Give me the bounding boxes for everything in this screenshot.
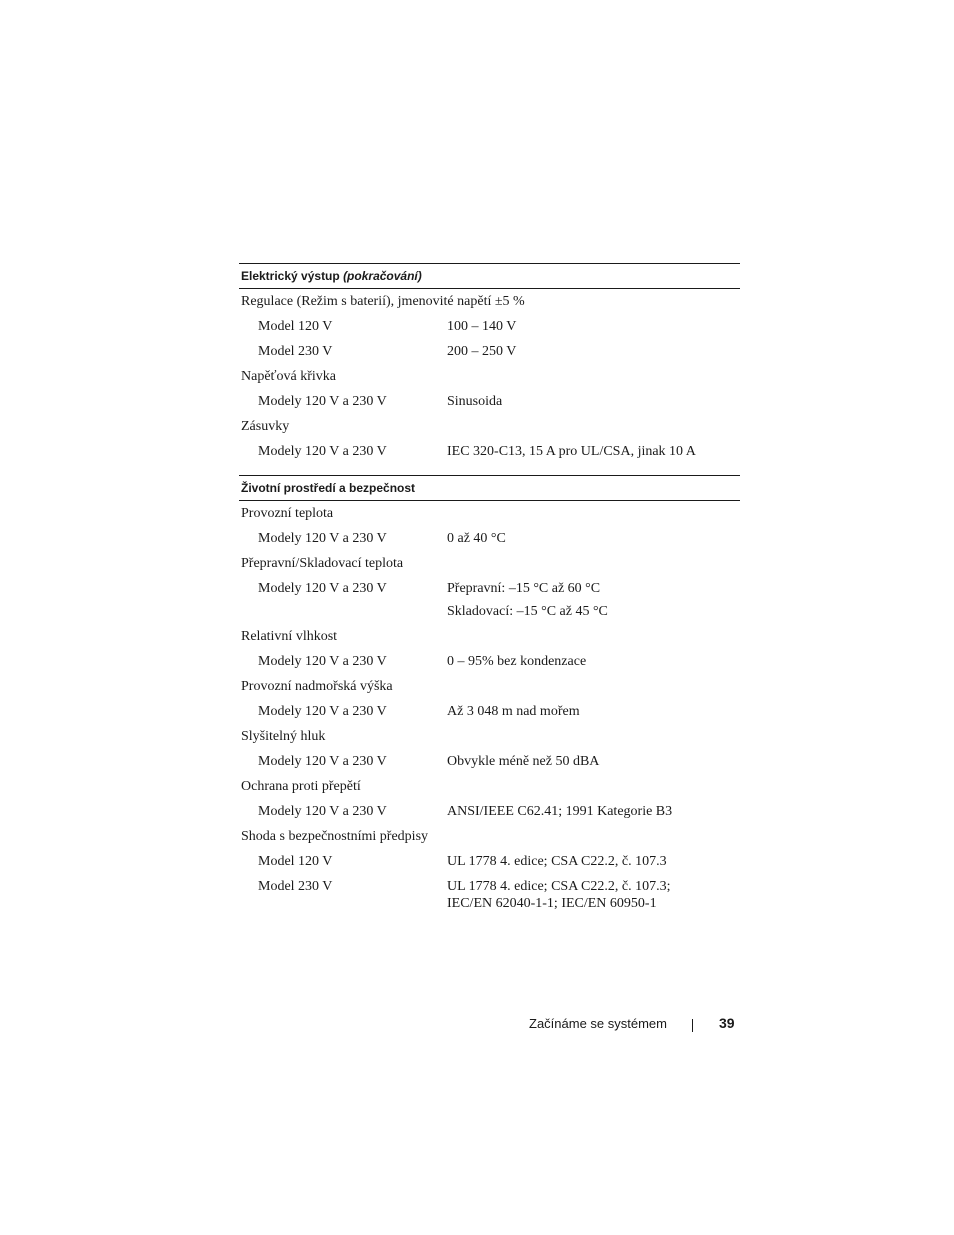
spec-label: Modely 120 V a 230 V [258, 654, 387, 669]
spec-row [239, 849, 740, 874]
spec-value-line: 100 – 140 V [447, 319, 517, 334]
section-title: Elektrický výstup [241, 269, 340, 283]
spec-row [239, 649, 740, 674]
spec-label: Modely 120 V a 230 V [258, 754, 387, 769]
spec-value [447, 439, 740, 464]
spec-rows [239, 501, 740, 916]
section-title: Životní prostředí a bezpečnost [241, 481, 416, 495]
spec-label: Model 120 V [258, 319, 333, 334]
footer-title: Začínáme se systémem [529, 1016, 667, 1031]
spec-value [447, 799, 740, 824]
spec-group-heading: Shoda s bezpečnostními předpisy [241, 829, 429, 844]
spec-row [239, 749, 740, 774]
spec-row [239, 576, 740, 624]
spec-value-line: ANSI/IEEE C62.41; 1991 Kategorie B3 [447, 804, 673, 819]
spec-group-heading: Slyšitelný hluk [241, 729, 326, 744]
spec-row [239, 699, 740, 724]
section-heading [239, 476, 740, 501]
spec-group-heading: Napěťová křivka [241, 369, 336, 384]
spec-value [447, 314, 740, 339]
section-continued: (pokračování) [343, 269, 422, 283]
spec-group-heading: Regulace (Režim s baterií), jmenovité napětí ±5 % [241, 294, 525, 309]
spec-group-heading: Provozní teplota [241, 506, 334, 521]
spec-value-line: 200 – 250 V [447, 344, 517, 359]
spec-label: Modely 120 V a 230 V [258, 444, 387, 459]
spec-group-heading: Zásuvky [241, 419, 290, 434]
spec-value-line: 0 – 95% bez kondenzace [447, 654, 587, 669]
spec-label: Model 230 V [258, 344, 333, 359]
page-footer [0, 1014, 954, 1034]
spec-rows [239, 289, 740, 464]
spec-value-line: Sinusoida [447, 394, 503, 409]
spec-value-line: IEC/EN 62040-1-1; IEC/EN 60950-1 [447, 896, 657, 911]
spec-group-heading: Ochrana proti přepětí [241, 779, 361, 794]
section-heading [239, 264, 740, 289]
spec-label: Modely 120 V a 230 V [258, 394, 387, 409]
section-electrical-output [239, 263, 740, 464]
spec-value-line: Obvykle méně než 50 dBA [447, 754, 600, 769]
spec-row [239, 339, 740, 364]
spec-group-heading: Relativní vlhkost [241, 629, 338, 644]
footer-separator [692, 1019, 693, 1032]
spec-value [447, 749, 740, 774]
spec-value [447, 576, 740, 624]
spec-value-line: Skladovací: –15 °C až 45 °C [447, 604, 608, 619]
spec-row [239, 526, 740, 551]
spec-label: Modely 120 V a 230 V [258, 704, 387, 719]
spec-value-line: 0 až 40 °C [447, 531, 506, 546]
spec-value [447, 649, 740, 674]
spec-group-heading: Přepravní/Skladovací teplota [241, 556, 404, 571]
spec-value [447, 339, 740, 364]
spec-value-line: UL 1778 4. edice; CSA C22.2, č. 107.3; [447, 879, 671, 894]
spec-value [447, 389, 740, 414]
spec-row [239, 874, 740, 916]
spec-label: Model 120 V [258, 854, 333, 869]
spec-label: Modely 120 V a 230 V [258, 531, 387, 546]
spec-label: Modely 120 V a 230 V [258, 581, 387, 596]
spec-row [239, 799, 740, 824]
spec-row [239, 439, 740, 464]
spec-value [447, 849, 740, 874]
spec-value-line: Až 3 048 m nad mořem [447, 704, 580, 719]
spec-value [447, 699, 740, 724]
spec-row [239, 314, 740, 339]
spec-value [447, 526, 740, 551]
spec-label: Modely 120 V a 230 V [258, 804, 387, 819]
section-environment-safety [239, 475, 740, 916]
spec-value-line: Přepravní: –15 °C až 60 °C [447, 581, 601, 596]
spec-row [239, 389, 740, 414]
spec-value-line: IEC 320-C13, 15 A pro UL/CSA, jinak 10 A [447, 444, 696, 459]
spec-group-heading: Provozní nadmořská výška [241, 679, 393, 694]
spec-label: Model 230 V [258, 879, 333, 894]
spec-value [447, 874, 740, 916]
spec-value-line: UL 1778 4. edice; CSA C22.2, č. 107.3 [447, 854, 667, 869]
page-number: 39 [719, 1015, 735, 1031]
